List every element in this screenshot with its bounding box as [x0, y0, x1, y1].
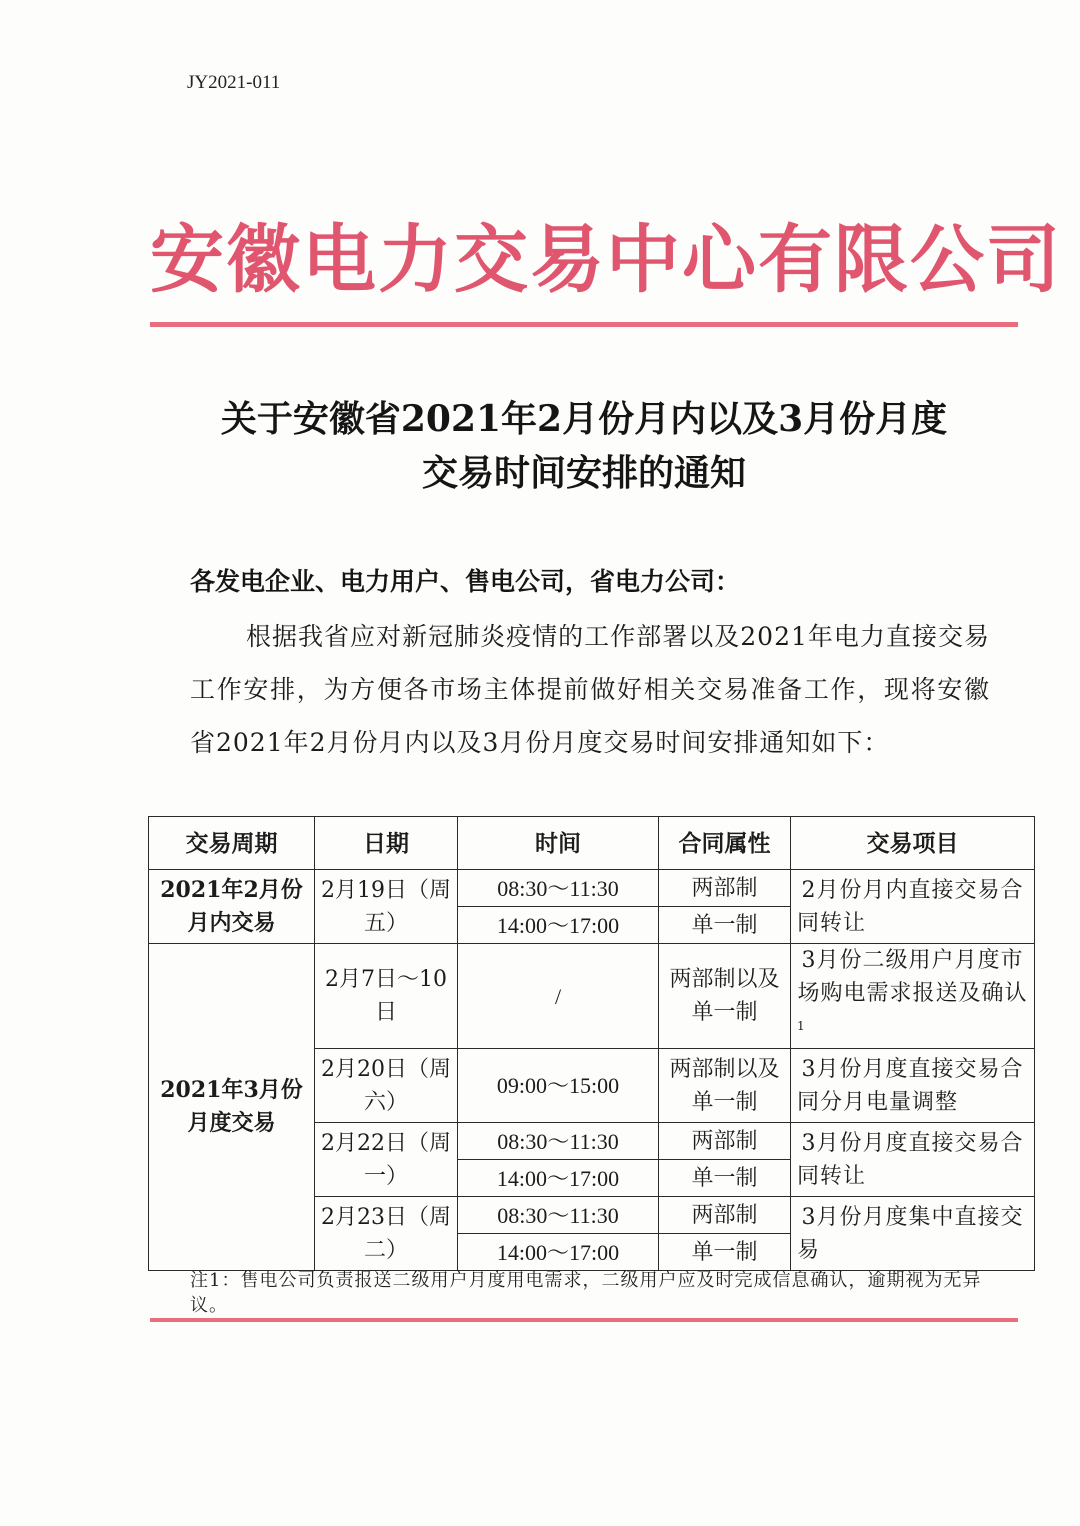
date-cell: 2月19日（周五） — [315, 870, 458, 944]
body-paragraph: 根据我省应对新冠肺炎疫情的工作部署以及2021年电力直接交易工作安排，为方便各市场主体提前做好相关交易准备工作，现将安徽省2021年2月份月内以及3月份月度交易时间安排通知如下： — [190, 622, 990, 757]
item-cell: 3月份月度直接交易合同分月电量调整 — [791, 1049, 1035, 1123]
header-item: 交易项目 — [791, 817, 1035, 870]
time-cell: 08:30～11:30 — [458, 870, 659, 907]
contract-cell: 两部制以及单一制 — [659, 1049, 791, 1123]
contract-cell: 两部制 — [659, 1197, 791, 1234]
table-row — [149, 944, 1035, 1049]
header-period: 交易周期 — [149, 817, 315, 870]
schedule-table — [148, 816, 1035, 1271]
contract-cell: 两部制 — [659, 870, 791, 907]
salutation: 各发电企业、电力用户、售电公司，省电力公司： — [190, 567, 741, 596]
header-date: 日期 — [315, 817, 458, 870]
table-header-row — [149, 817, 1035, 870]
time-cell: 14:00～17:00 — [458, 1234, 659, 1271]
date-cell: 2月22日（周一） — [315, 1123, 458, 1197]
header-time: 时间 — [458, 817, 659, 870]
item-text: 3月份二级用户月度市场购电需求报送及确认 — [797, 948, 1028, 1006]
contract-cell: 单一制 — [659, 1234, 791, 1271]
footnote-marker: 1 — [797, 1019, 806, 1033]
time-cell: 14:00～17:00 — [458, 1160, 659, 1197]
title-line-2: 交易时间安排的通知 — [421, 452, 746, 494]
time-cell: 08:30～11:30 — [458, 1197, 659, 1234]
time-cell: / — [458, 944, 659, 1049]
time-cell: 08:30～11:30 — [458, 1123, 659, 1160]
contract-cell: 单一制 — [659, 907, 791, 944]
notice-title — [150, 392, 1018, 500]
date-cell: 2月23日（周二） — [315, 1197, 458, 1271]
contract-cell: 两部制 — [659, 1123, 791, 1160]
contract-cell: 两部制以及单一制 — [659, 944, 791, 1049]
footer-divider — [150, 1318, 1018, 1322]
footnote: 注1：售电公司负责报送二级用户月度用电需求，二级用户应及时完成信息确认，逾期视为无异议。 — [190, 1270, 982, 1316]
item-cell: 3月份月度集中直接交易 — [791, 1197, 1035, 1271]
time-cell: 14:00～17:00 — [458, 907, 659, 944]
time-cell: 09:00～15:00 — [458, 1049, 659, 1123]
letterhead-divider — [150, 322, 1018, 327]
date-cell: 2月20日（周六） — [315, 1049, 458, 1123]
period-feb: 2021年2月份月内交易 — [149, 870, 315, 944]
document-number: JY2021-011 — [187, 72, 281, 93]
title-line-1: 关于安徽省2021年2月份月内以及3月份月度 — [220, 398, 948, 440]
period-mar: 2021年3月份月度交易 — [149, 944, 315, 1271]
item-cell — [791, 944, 1035, 1049]
date-cell: 2月7日～10日 — [315, 944, 458, 1049]
organization-letterhead: 安徽电力交易中心有限公司 — [150, 217, 1062, 303]
item-cell: 3月份月度直接交易合同转让 — [791, 1123, 1035, 1197]
item-cell: 2月份月内直接交易合同转让 — [791, 870, 1035, 944]
header-contract: 合同属性 — [659, 817, 791, 870]
table-row — [149, 870, 1035, 907]
contract-cell: 单一制 — [659, 1160, 791, 1197]
